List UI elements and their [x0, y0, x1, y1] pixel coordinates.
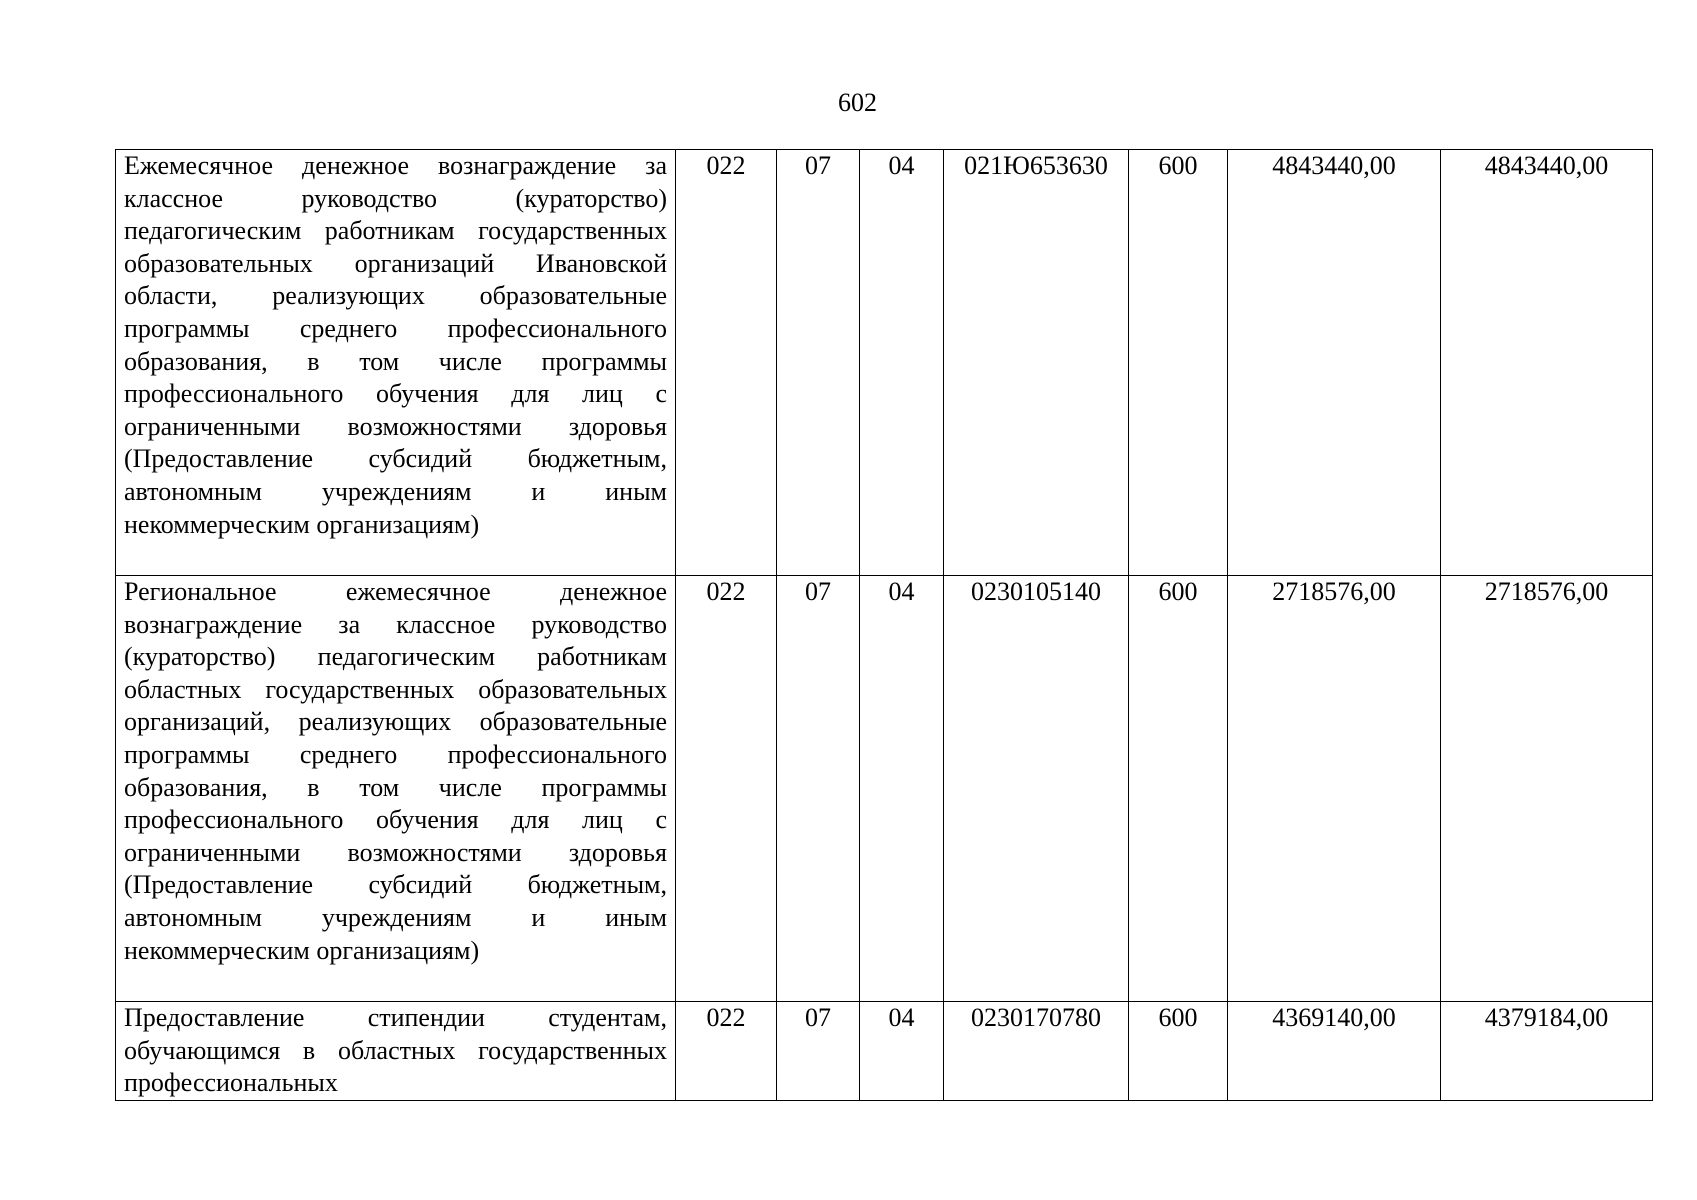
ministry-code-cell: 022	[676, 576, 777, 1002]
section-code-cell: 07	[777, 1002, 860, 1101]
subsection-code-cell: 04	[860, 576, 944, 1002]
amount-year-1-cell: 4369140,00	[1228, 1002, 1441, 1101]
page-number: 602	[838, 88, 877, 117]
amount-year-1-cell: 4843440,00	[1228, 150, 1441, 576]
amount-year-2-cell: 4379184,00	[1441, 1002, 1653, 1101]
expense-type-cell: 600	[1129, 150, 1228, 576]
table-row	[116, 576, 1653, 1002]
expense-type-cell: 600	[1129, 1002, 1228, 1101]
expense-type-cell: 600	[1129, 576, 1228, 1002]
table-row	[116, 150, 1653, 576]
expense-name-cell: Ежемесячное денежное вознаграждение за классное руководство (кураторство) педагогическим работникам государственных образовательных организаций Ивановской области, реализующих образовательные программы среднего профессионального образования, в том числе программы профессионального обучения для лиц с ограниченными возможностями здоровья (Предоставление субсидий бюджетным, автономным учреждениям и иным некоммерческим организациям)	[116, 150, 676, 576]
budget-table	[115, 149, 1653, 1101]
subsection-code-cell: 04	[860, 1002, 944, 1101]
section-code-cell: 07	[777, 150, 860, 576]
amount-year-1-cell: 2718576,00	[1228, 576, 1441, 1002]
section-code-cell: 07	[777, 576, 860, 1002]
subsection-code-cell: 04	[860, 150, 944, 576]
ministry-code-cell: 022	[676, 1002, 777, 1101]
amount-year-2-cell: 4843440,00	[1441, 150, 1653, 576]
target-article-cell: 0230105140	[944, 576, 1129, 1002]
expense-name-cell: Предоставление стипендии студентам, обучающимся в областных государственных профессиональных	[116, 1002, 676, 1101]
expense-name-cell: Региональное ежемесячное денежное вознаграждение за классное руководство (кураторство) педагогическим работникам областных государственных образовательных организаций, реализующих образовательные программы среднего профессионального образования, в том числе программы профессионального обучения для лиц с ограниченными возможностями здоровья (Предоставление субсидий бюджетным, автономным учреждениям и иным некоммерческим организациям)	[116, 576, 676, 1002]
table-row	[116, 1002, 1653, 1101]
target-article-cell: 021Ю653630	[944, 150, 1129, 576]
amount-year-2-cell: 2718576,00	[1441, 576, 1653, 1002]
target-article-cell: 0230170780	[944, 1002, 1129, 1101]
ministry-code-cell: 022	[676, 150, 777, 576]
